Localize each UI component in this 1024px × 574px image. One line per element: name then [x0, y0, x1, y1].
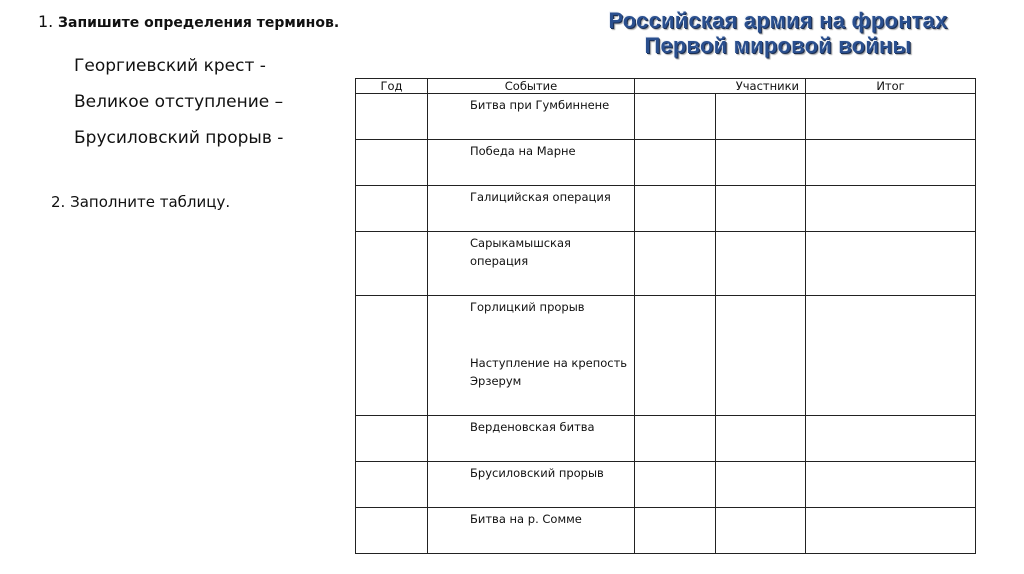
cell-year[interactable]	[356, 508, 428, 554]
cell-year[interactable]	[356, 416, 428, 462]
cell-participants-a[interactable]	[635, 94, 716, 140]
event-label: Битва при Гумбиннене	[470, 98, 610, 112]
event-label: Наступление на крепость Эрзерум	[470, 356, 628, 388]
cell-participants-b[interactable]	[716, 508, 806, 554]
cell-participants-a[interactable]	[635, 508, 716, 554]
cell-result[interactable]	[806, 140, 976, 186]
slide-title	[548, 8, 1008, 58]
table-row	[356, 186, 976, 232]
table-row	[356, 296, 976, 416]
cell-participants-b[interactable]	[716, 462, 806, 508]
cell-year[interactable]	[356, 94, 428, 140]
event-gap	[470, 316, 630, 354]
cell-result[interactable]	[806, 232, 976, 296]
cell-result[interactable]	[806, 508, 976, 554]
cell-year[interactable]	[356, 232, 428, 296]
cell-participants-b[interactable]	[716, 140, 806, 186]
term-georgievsky-cross: Георгиевский крест -	[74, 56, 266, 76]
event-label: Брусиловский прорыв	[470, 466, 604, 480]
terms-list	[74, 48, 283, 156]
event-label: Галицийская операция	[470, 190, 611, 204]
term-great-retreat: Великое отступление –	[74, 92, 284, 112]
cell-participants-a[interactable]	[635, 140, 716, 186]
cell-participants-a[interactable]	[635, 416, 716, 462]
cell-event	[428, 296, 635, 416]
title-line-1: Российская армия на фронтах	[608, 8, 948, 33]
cell-participants-a[interactable]	[635, 296, 716, 416]
table-row	[356, 508, 976, 554]
cell-year[interactable]	[356, 296, 428, 416]
cell-event	[428, 462, 635, 508]
cell-year[interactable]	[356, 462, 428, 508]
cell-participants-b[interactable]	[716, 232, 806, 296]
task1-text: Запишите определения терминов.	[58, 15, 340, 31]
header-participants: Участники	[635, 79, 806, 94]
term-brusilov-offensive: Брусиловский прорыв -	[74, 128, 284, 148]
cell-participants-b[interactable]	[716, 416, 806, 462]
cell-event	[428, 508, 635, 554]
task1-heading	[38, 12, 339, 31]
event-label: Победа на Марне	[470, 144, 576, 158]
task2-heading: 2. Заполните таблицу.	[51, 193, 231, 211]
cell-participants-b[interactable]	[716, 296, 806, 416]
cell-event	[428, 416, 635, 462]
table-row	[356, 416, 976, 462]
battles-table	[355, 78, 976, 554]
header-result: Итог	[806, 79, 976, 94]
table-header-row	[356, 79, 976, 94]
title-line-2: Первой мировой войны	[644, 33, 912, 58]
cell-result[interactable]	[806, 94, 976, 140]
event-label: Сарыкамышская операция	[470, 236, 571, 268]
header-year: Год	[356, 79, 428, 94]
table-row	[356, 140, 976, 186]
event-label: Горлицкий прорыв	[470, 300, 585, 314]
cell-participants-b[interactable]	[716, 94, 806, 140]
cell-result[interactable]	[806, 416, 976, 462]
cell-year[interactable]	[356, 140, 428, 186]
table-row	[356, 232, 976, 296]
cell-event	[428, 140, 635, 186]
table-row	[356, 94, 976, 140]
task1-number: 1.	[38, 12, 54, 31]
cell-result[interactable]	[806, 462, 976, 508]
cell-participants-a[interactable]	[635, 232, 716, 296]
cell-result[interactable]	[806, 296, 976, 416]
cell-event	[428, 94, 635, 140]
cell-year[interactable]	[356, 186, 428, 232]
cell-participants-a[interactable]	[635, 462, 716, 508]
table-row	[356, 462, 976, 508]
event-label: Верденовская битва	[470, 420, 595, 434]
cell-participants-a[interactable]	[635, 186, 716, 232]
header-event: Событие	[428, 79, 635, 94]
cell-event	[428, 232, 635, 296]
cell-result[interactable]	[806, 186, 976, 232]
cell-participants-b[interactable]	[716, 186, 806, 232]
cell-event	[428, 186, 635, 232]
event-label: Битва на р. Сомме	[470, 512, 582, 526]
